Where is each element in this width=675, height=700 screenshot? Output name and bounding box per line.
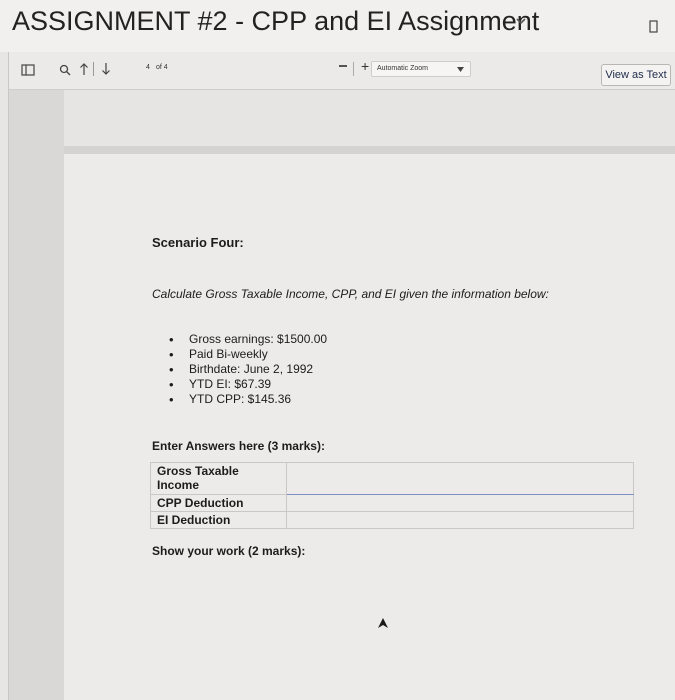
sidebar-toggle-icon[interactable] [21,64,35,76]
answer-field-gross-taxable-income[interactable] [287,463,634,495]
toolbar-separator [353,62,354,76]
answer-field-ei-deduction[interactable] [287,512,634,529]
view-as-text-button[interactable]: View as Text [601,64,671,86]
arrow-down-icon[interactable] [101,62,111,76]
document-page [64,154,675,700]
show-work-heading: Show your work (2 marks): [152,544,306,558]
answer-label-ei-deduction: EI Deduction [151,512,287,529]
scenario-heading: Scenario Four: [152,235,244,250]
list-item: • YTD EI: $67.39 [167,377,327,392]
minus-icon[interactable] [339,65,347,67]
list-item: • Birthdate: June 2, 1992 [167,362,327,377]
facts-list [167,332,327,407]
pdf-viewer [8,52,675,700]
zoom-select[interactable] [371,61,471,77]
list-item: • Gross earnings: $1500.00 [167,332,327,347]
list-item: • YTD CPP: $145.36 [167,392,327,407]
toolbar-separator [93,62,94,76]
mouse-pointer-icon [377,617,389,629]
arrow-up-icon[interactable] [79,62,89,76]
table-row [151,495,634,512]
table-row [151,512,634,529]
document-title[interactable]: ASSIGNMENT #2 - CPP and EI Assignment [12,6,540,36]
answers-table [150,462,634,529]
pdf-toolbar [9,52,675,90]
answers-heading: Enter Answers here (3 marks): [152,439,325,453]
zoom-select-value: Automatic Zoom [377,65,428,72]
table-row [151,463,634,495]
chevron-down-icon[interactable] [514,14,528,28]
search-icon[interactable] [59,64,71,76]
answer-label-cpp-deduction: CPP Deduction [151,495,287,512]
bookmark-icon[interactable] [649,20,659,34]
title-bar [0,0,675,52]
plus-icon[interactable]: + [361,58,370,74]
page-count: of 4 [156,64,168,71]
caret-down-icon [457,67,464,72]
page-number-input[interactable]: 4 [146,64,150,71]
previous-page [64,90,675,146]
page-divider [64,146,675,154]
answer-label-gross-taxable-income: Gross Taxable Income [151,463,287,495]
list-item: • Paid Bi-weekly [167,347,327,362]
answer-field-cpp-deduction[interactable] [287,495,634,512]
instruction-text: Calculate Gross Taxable Income, CPP, and EI given the information below: [152,287,549,301]
